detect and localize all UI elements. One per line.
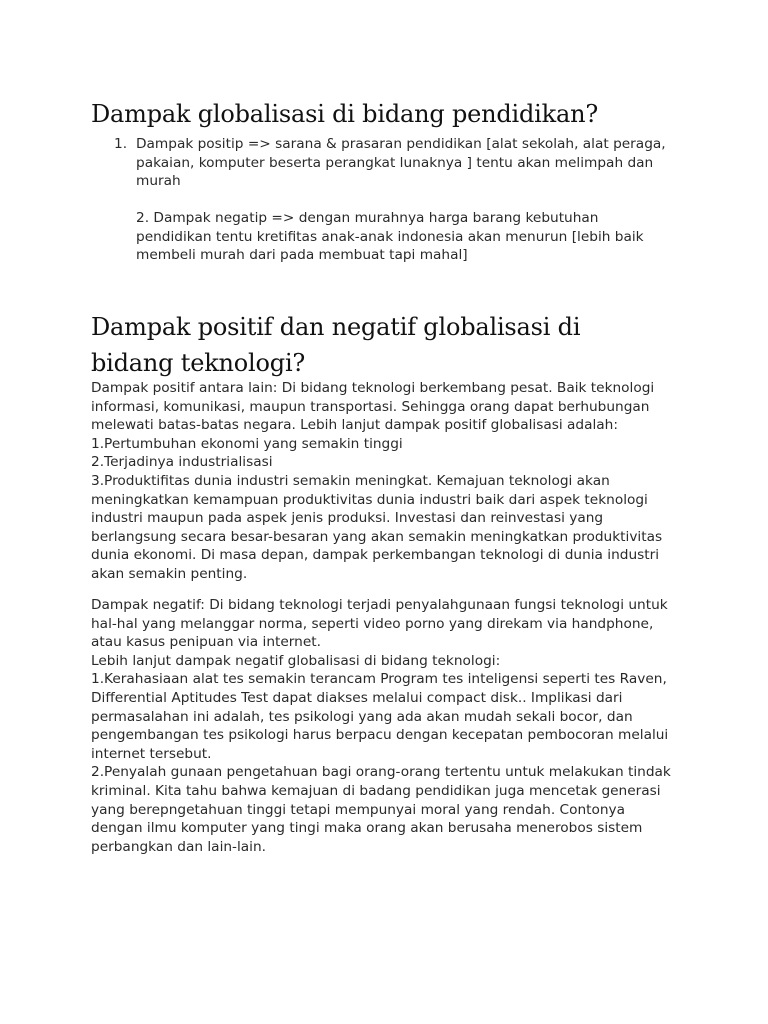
heading-technology: Dampak positif dan negatif globalisasi di bidang teknologi? <box>91 313 581 377</box>
paragraph-positive-impact: Dampak positif antara lain: Di bidang teknologi berkembang pesat. Baik teknologi informasi, komunikasi, maupun transportasi. Sehingga orang dapat berhubungan melewati batas-batas negara. Lebih lanjut dampak positif globalisasi adalah: 1.Pertumbuhan ekonomi yang semakin tinggi 2.Terjadinya industrialisasi 3.Produktifitas dunia industri semakin meningkat. Kemajuan teknologi akan meningkatkan kemampuan produktivitas dunia industri baik dari aspek teknologi industri maupun pada aspek jenis produksi. Investasi dan reinvestasi yang berlangsung secara besar-besaran yang akan semakin meningkatkan produktivitas dunia ekonomi. Di masa depan, dampak perkembangan teknologi di dunia industri akan semakin penting. <box>91 380 663 582</box>
list-item-negative: 2. Dampak negatip => dengan murahnya harga barang kebutuhan pendidikan tentu kretifitas anak-anak indonesia akan menurun [lebih baik membeli murah dari pada membuat tapi mahal] <box>136 210 644 264</box>
list-number-1: 1. <box>114 136 128 152</box>
list-item-positive: Dampak positip => sarana & prasaran pendidikan [alat sekolah, alat peraga, pakaian, komputer beserta perangkat lunaknya ] tentu akan melimpah dan murah <box>136 136 666 190</box>
paragraph-negative-impact: Dampak negatif: Di bidang teknologi terjadi penyalahgunaan fungsi teknologi untuk hal-hal yang melanggar norma, seperti video porno yang direkam via handphone, atau kasus penipuan via internet. Lebih lanjut dampak negatif globalisasi di bidang teknologi: 1.Kerahasiaan alat tes semakin terancam Program tes inteligensi seperti tes Raven, Differential Aptitudes Test dapat diakses melalui compact disk.. Implikasi dari permasalahan ini adalah, tes psikologi yang ada akan mudah sekali bocor, dan pengembangan tes psikologi harus berpacu dengan kecepatan pembocoran melalui internet tersebut. 2.Penyalah gunaan pengetahuan bagi orang-orang tertentu untuk melakukan tindak kriminal. Kita tahu bahwa kemajuan di badang pendidikan juga mencetak generasi yang berepngetahuan tinggi tetapi mempunyai moral yang rendah. Contonya dengan ilmu komputer yang tingi maka orang akan berusaha menerobos sistem perbangkan dan lain-lain. <box>91 597 671 855</box>
heading-education: Dampak globalisasi di bidang pendidikan? <box>91 100 599 128</box>
